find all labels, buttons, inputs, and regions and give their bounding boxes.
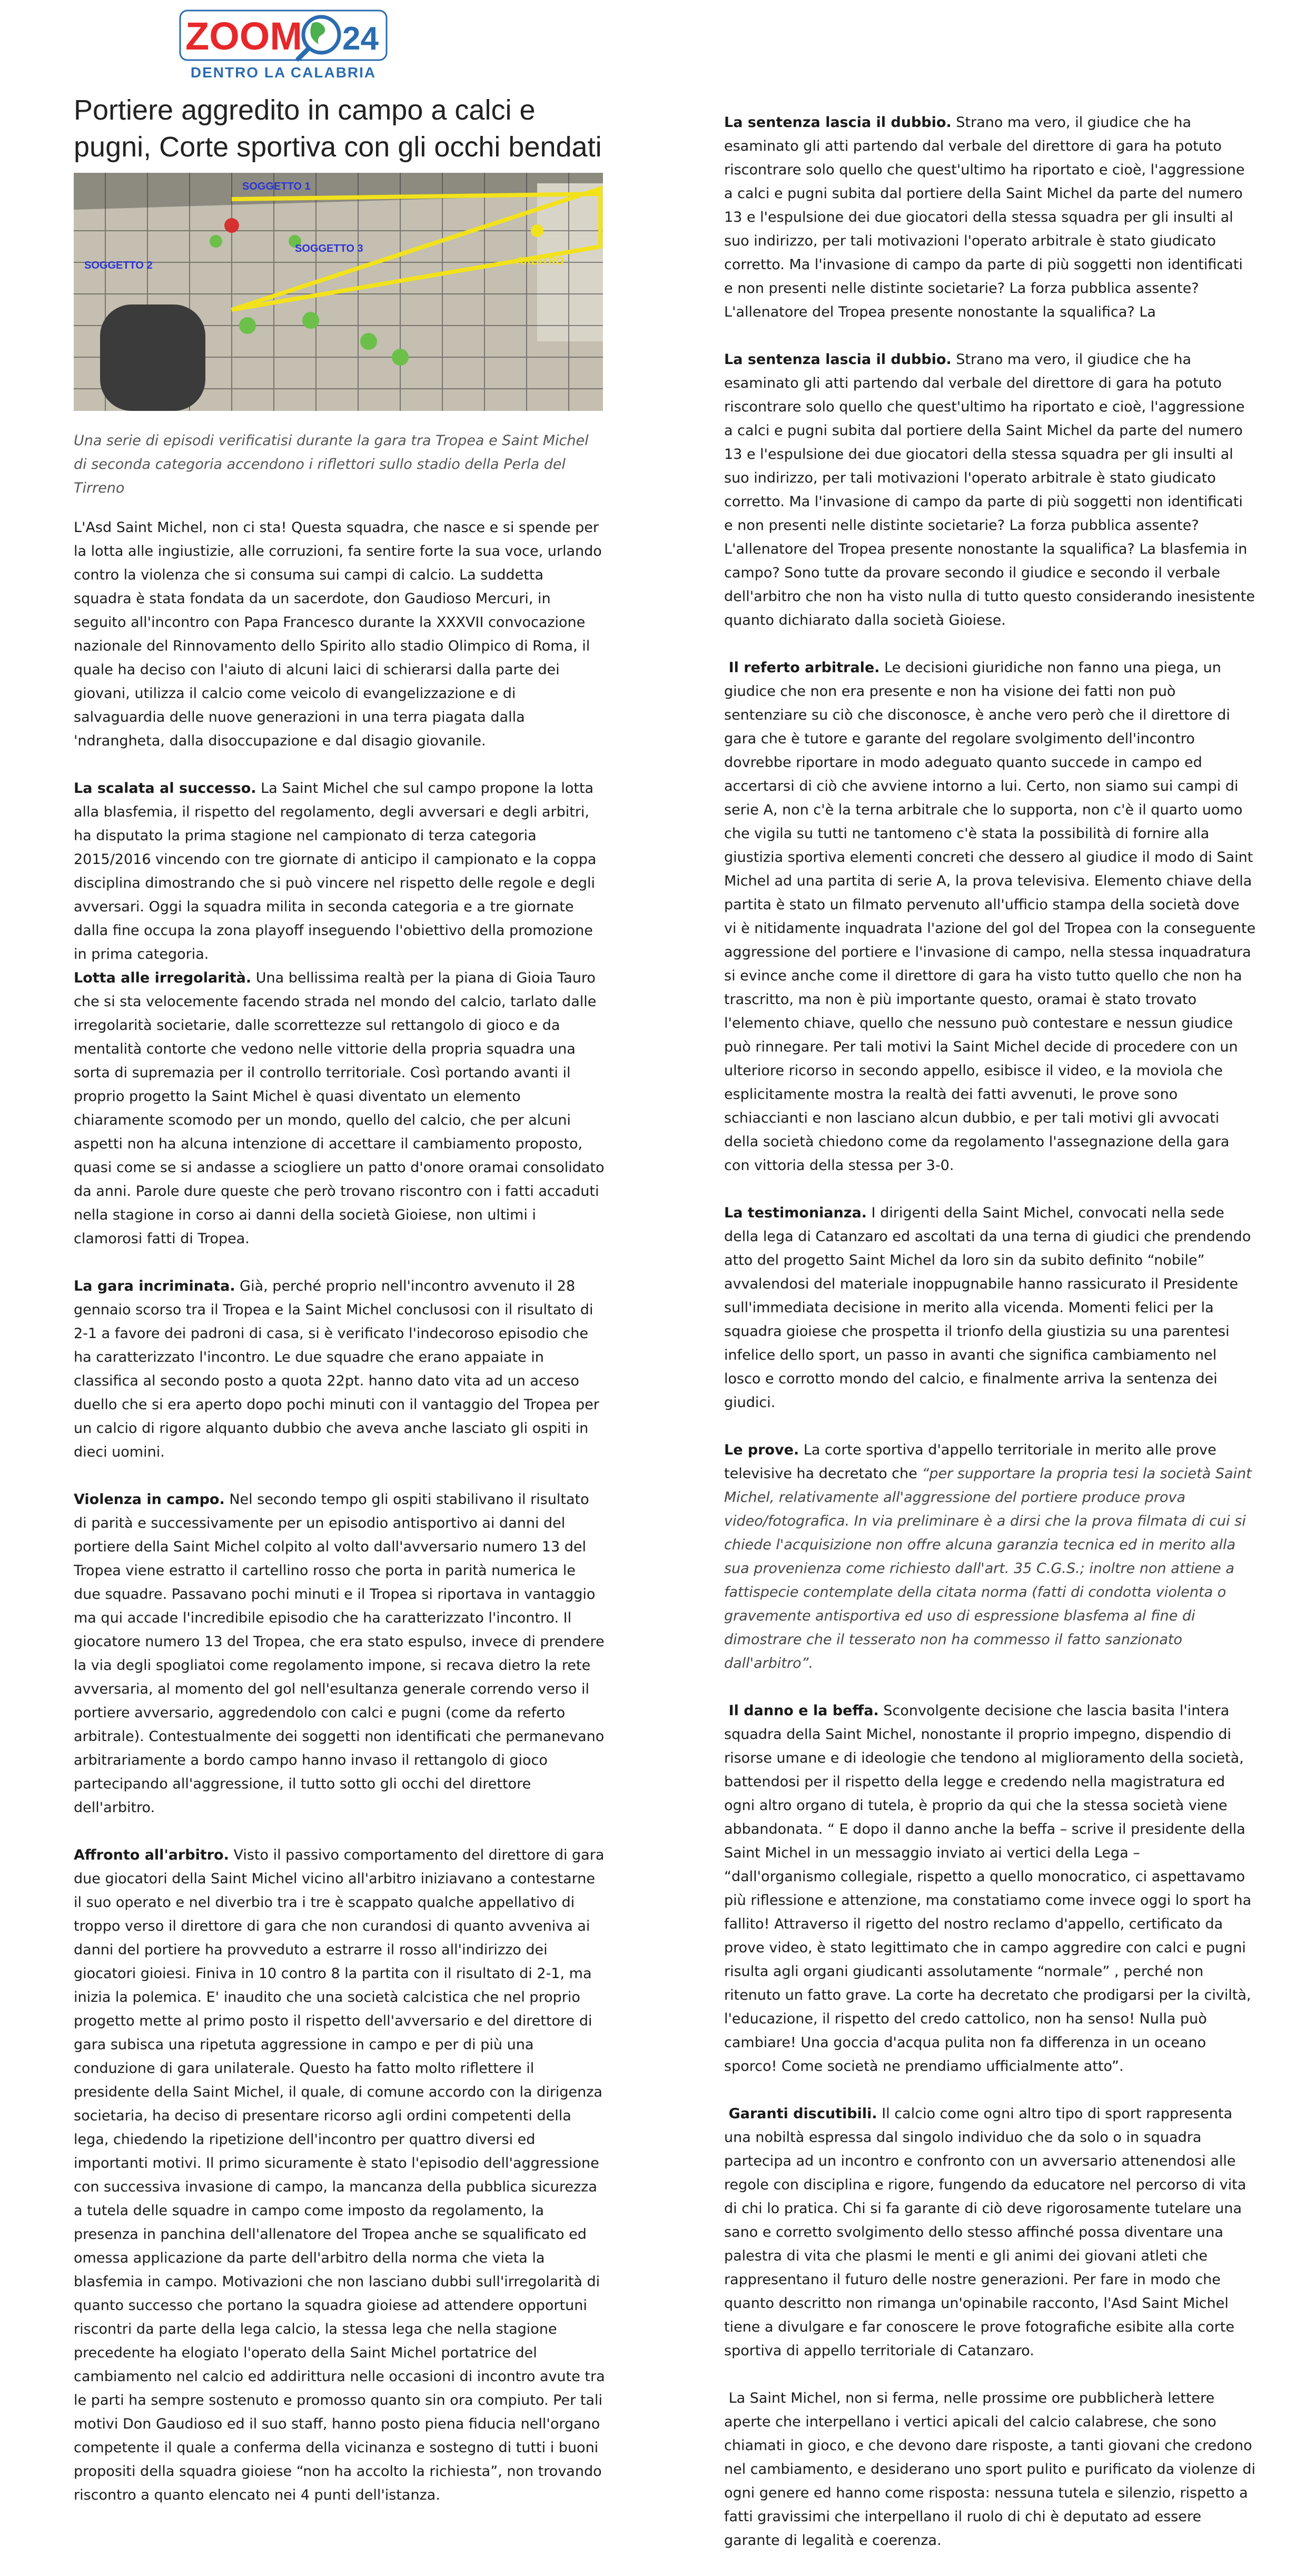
- text-gara: Già, perché proprio nell'incontro avvenuto il 28 gennaio scorso tra il Tropea e la Saint Michel conclusosi con il risultato di 2-1 a favore dei padroni di casa, si è verificato l'indecoroso episodio che ha caratterizzato l'incontro. Le due squadre che erano appaiate in classifica al secondo posto a quota 22pt. hanno dato vita ad un acceso duello che si era aperto dopo pochi minuti con il vantaggio del Tropea per un calcio di rigore alquanto dubbio che aveva anche lasciato gli ospiti in dieci uomini.: [74, 1278, 599, 1460]
- logo-tagline: DENTRO LA CALABRIA: [190, 64, 377, 81]
- left-column: [74, 90, 606, 2531]
- paragraph-garanti: [724, 2102, 1256, 2363]
- image-label-soggetto-3: SOGGETTO 3: [295, 243, 363, 254]
- text-violenza: Nel secondo tempo gli ospiti stabilivano il risultato di parità e successivamente per un episodio antisportivo ai danni del portiere della Saint Michel colpito al volto dall'avversario numero 13 del Tropea viene estratto il cartellino rosso che porta in parità numerica le due squadre. Passavano pochi minuti e il Tropea si riportava in vantaggio ma qui accade l'incredibile episodio che ha caratterizzato l'incontro. Il giocatore numero 13 del Tropea, che era stato espulso, invece di prendere la via degli spogliatoi come regolamento impone, si recava dietro la rete avversaria, al momento del gol nell'esultanza generale correndo verso il portiere avversario, aggredendolo con calci e pugni (come da referto arbitrale). Contestualmente dei soggetti non identificati che permanevano arbitrariamente a bordo campo hanno invaso il rettangolo di gioco partecipando all'aggressione, il tutto sotto gli occhi del direttore dell'arbitro.: [74, 1491, 605, 1816]
- paragraph-affronto: [74, 1843, 606, 2507]
- heading-prove: Le prove.: [724, 1442, 799, 1458]
- text-affronto: Visto il passivo comportamento del direttore di gara due giocatori della Saint Michel vicino all'arbitro iniziavano a contestarne il suo operato e nel diverbio tra i tre è scappato qualche appellativo di troppo verso il direttore di gara che non curandosi di quanto avveniva ai danni del portiere ha provveduto a estrarre il rosso all'indirizzo dei giocatori gioiesi. Finiva in 10 contro 8 la partita con il risultato di 2-1, ma inizia la polemica. E' inaudito che una società calcistica che nel proprio progetto mette al primo posto il rispetto dell'avversario e del direttore di gara subisca una ripetuta aggressione in campo e per di più una conduzione di gara unilaterale. Questo ha fatto molto riflettere il presidente della Saint Michel, il quale, di comune accordo con la dirigenza societaria, ha deciso di presentare ricorso agli ordini competenti della lega, chiedendo la ripetizione dell'incontro per quattro diversi ed importanti motivi. Il primo sicuramente è stato l'episodio dell'aggressione con successiva invasione di campo, la mancanza della pubblica sicurezza a tutela delle squadre in campo come imposto da regolamento, la presenza in panchina dell'allenatore del Tropea anche se squalificato ed omessa applicazione da parte dell'arbitro della norma che vieta la blasfemia in campo. Motivazioni che non lasciano dubbi sull'irregolarità di quanto successo che portano la squadra gioiese ad attendere opportuni riscontri da parte della lega calcio, la stessa lega che nella stagione precedente ha elogiato l'operato della Saint Michel portatrice del cambiamento nel calcio ed addirittura nelle occasioni di incontro avute tra le parti ha sempre sostenuto e promosso quanto sin ora compiuto. Per tali motivi Don Gaudioso ed il suo staff, hanno posto piena fiducia nell'organo competente il quale a conferma della vicinanza e sostegno di tutti i buoni propositi della squadra gioiese “non ha accolto la richiesta”, non trovando riscontro a quanto elencato nei 4 punti dell'istanza.: [74, 1847, 605, 2503]
- article-title: Portiere aggredito in campo a calci e pugni, Corte sportiva con gli occhi bendati: [74, 94, 602, 163]
- text-garanti: Il calcio come ogni altro tipo di sport rappresenta una nobiltà espressa dal singolo individuo che da solo o in squadra partecipa ad un incontro e confronto con un avversario attenendosi alle regole con disciplina e rigore, fungendo da educatore nel percorso di vita di chi lo pratica. Chi si fa garante di ciò deve rigorosamente tutelare una sano e corretto svolgimento dello stesso affinché possa diventare una palestra di vita che plasmi le menti e gli animi dei giovani atleti che rappresentano il futuro delle nostre generazioni. Per fare in modo che quanto descritto non rimanga un'opinabile racconto, l'Asd Saint Michel tiene a divulgare e far conoscere le prove fotografiche esibite alla corte sportiva di appello territoriale di Catanzaro.: [724, 2106, 1246, 2359]
- paragraph-lotta: [74, 966, 606, 1251]
- text-prove: La corte sportiva d'appello territoriale in merito alle prove televisive ha decretato che: [724, 1442, 1216, 1482]
- heading-lotta: Lotta alle irregolarità.: [74, 970, 252, 986]
- paragraph-testimonianza: [724, 1201, 1256, 1414]
- text-testimonianza: I dirigenti della Saint Michel, convocati nella sede della lega di Catanzaro ed ascoltati da una terna di giudici che prendendo atto del progetto Saint Michel da loro sin da subito definito “nobile” avvalendosi del materiale inoppugnabile hanno rassicurato il Presidente sull'immediata decisione in merito alla vicenda. Momenti felici per la squadra gioiese che prospetta il trionfo della giustizia su una parentesi infelice dello sport, un passo in avanti che significa cambiamento nel losco e corrotto mondo del calcio, e finalmente arriva la sentenza dei giudici.: [724, 1205, 1251, 1411]
- text-referto: Le decisioni giuridiche non fanno una piega, un giudice che non era presente e non ha visione dei fatti non può sentenziare su ciò che disconosce, è anche vero però che il direttore di gara che è tutore e garante del regolare svolgimento dell'incontro dovrebbe riportare in modo adeguato quanto succede in campo ed accertarsi di ciò che avviene intorno a lui. Certo, non siamo sui campi di serie A, non c'è la terna arbitrale che lo supporta, non c'è il quarto uomo che vigila su tutti ne tantomeno c'è stata la possibilità di fornire alla giustizia sportiva elementi concreti che dessero al giudice il modo di Saint Michel ad una partita di serie A, la prova televisiva. Elemento chiave della partita è stato un filmato pervenuto all'ufficio stampa della società dove vi è nitidamente inquadrata l'azione del gol del Tropea con la conseguente aggressione del portiere e l'invasione di campo, nella stessa inquadratura si evince anche come il direttore di gara ha visto tutto quello che non ha trascritto, ma non è più importante questo, oramai è stato trovato l'elemento chiave, quello che nessuno può contestare e nessun giudice può rinnegare. Per tali motivi la Saint Michel decide di procedere con un ulteriore ricorso in secondo appello, esibisce il video, e la moviola che esplicitamente mostra la realtà dei fatti avvenuti, le prove sono schiaccianti e non lasciano alcun dubbio, e per tali motivi gli avvocati della società chiedono come da regolamento l'assegnazione della gara con vittoria della stessa per 3-0.: [724, 660, 1256, 1174]
- paragraph-sentenza-2: [724, 348, 1256, 632]
- paragraph-intro: L'Asd Saint Michel, non ci sta! Questa squadra, che nasce e si spende per la lotta alle ingiustizie, alle corruzioni, fa sentire forte la sua voce, urlando contro la violenza che si consuma sui campi di calcio. La suddetta squadra è stata fondata da un sacerdote, don Gaudioso Mercuri, in seguito all'incontro con Papa Francesco durante la XXXVII convocazione nazionale del Rinnovamento dello Spirito allo stadio Olimpico di Roma, il quale ha deciso con l'aiuto di alcuni laici di schierarsi dalla parte dei giovani, utilizza il calcio come veicolo di evangelizzazione e di salvaguardia delle nuove generazioni in una terra piagata dalla 'ndrangheta, dalla disoccupazione e dal disagio giovanile.: [74, 519, 602, 749]
- paragraph-scalata: [74, 776, 606, 966]
- image-caption: Una serie di episodi verificatisi durante la gara tra Tropea e Saint Michel di seconda categoria accendono i riflettori sullo stadio della Perla del Tirreno: [74, 432, 589, 496]
- text-scalata: La Saint Michel che sul campo propone la lotta alla blasfemia, il rispetto del regolamento, degli avversari e degli arbitri, ha disputato la prima stagione nel campionato di terza categoria 2015/2016 vincendo con tre giornate di anticipo il campionato e la coppa disciplina dimostrando che si può vincere nel rispetto delle regole e degli avversari. Oggi la squadra milita in seconda categoria e a tre giornate dalla fine occupa la zona playoff inseguendo l'obiettivo della promozione in prima categoria.: [74, 780, 597, 962]
- heading-gara: La gara incriminata.: [74, 1278, 235, 1294]
- heading-referto: Il referto arbitrale.: [728, 660, 880, 676]
- quote-corte-sportiva: “per supportare la propria tesi la società Saint Michel, relativamente all'aggressione del portiere produce prova video/fotografica. In via preliminare è a dirsi che la prova filmata di cui si chiede l'acquisizione non offre alcuna garanzia tecnica ed in merito alla sua provenienza come richiesto dall'art. 35 C.G.S.; inoltre non attiene a fattispecie contemplate della citata norma (fatti di condotta violenta o gravemente antisportiva ed uso di espressione blasfema al fine di dimostrare che il tesserato non ha commesso il fatto sanzionato dall'arbitro”.: [724, 1466, 1252, 1672]
- image-label-soggetto-2: SOGGETTO 2: [84, 260, 153, 271]
- paragraph-finale: [724, 2386, 1256, 2552]
- heading-sentenza-2: La sentenza lascia il dubbio.: [724, 351, 952, 368]
- heading-violenza: Violenza in campo.: [74, 1491, 225, 1508]
- paragraph-danno: [724, 1699, 1256, 2078]
- heading-danno: Il danno e la beffa.: [728, 1703, 879, 1719]
- article-hero-image: [74, 173, 603, 411]
- heading-garanti: Garanti discutibili.: [728, 2106, 877, 2122]
- image-label-arbitro: ARBITRO: [516, 255, 565, 267]
- logo-number: 24: [342, 21, 379, 57]
- heading-sentenza-1: La sentenza lascia il dubbio.: [724, 114, 952, 131]
- zoom24-logo-graphic: [178, 7, 389, 82]
- paragraph-violenza: [74, 1488, 606, 1820]
- text-lotta: Una bellissima realtà per la piana di Gioia Tauro che si sta velocemente facendo strada nel mondo del calcio, tarlato dalle irregolarità societarie, dalle scorrettezze sul rettangolo di gioco e da mentalità contorte che vedono nelle vittorie della propria squadra una sorta di supremazia per il controllo territoriale. Così portando avanti il proprio progetto la Saint Michel è quasi diventato un elemento chiaramente scomodo per un mondo, quello del calcio, che per alcuni aspetti non ha alcuna intenzione di accettare il cambiamento proposto, quasi come se si andasse a sciogliere un patto d'onore oramai consolidato da anni. Parole dure queste che però trovano riscontro con i fatti accaduti nella stagione in corso ai danni della società Gioiese, non ultimi i clamorosi fatti di Tropea.: [74, 970, 605, 1247]
- paragraph-prove: [724, 1438, 1256, 1675]
- heading-affronto: Affronto all'arbitro.: [74, 1847, 229, 1863]
- paragraph-referto: [724, 656, 1256, 1177]
- text-sentenza-1: Strano ma vero, il giudice che ha esaminato gli atti partendo dal verbale del direttore di gara ha potuto riscontrare solo quello che quest'ultimo ha riportato e cioè, l'aggressione a calci e pugni subita dal portiere della Saint Michel da parte del numero 13 e l'espulsione dei due giocatori della stessa squadra per gli insulti al suo indirizzo, per tali motivazioni l'operato arbitrale è stato giudicato corretto. Ma l'invasione di campo da parte di più soggetti non identificati e non presenti nelle distinte societarie? La forza pubblica assente? L'allenatore del Tropea presente nonostante la squalifica? La: [724, 114, 1245, 320]
- logo-brand: ZOOM: [185, 14, 302, 58]
- calabria-icon: [310, 22, 325, 44]
- paragraph-sentenza-1: [724, 111, 1256, 324]
- paragraph-gara: [74, 1274, 606, 1464]
- text-finale: La Saint Michel, non si ferma, nelle prossime ore pubblicherà lettere aperte che interpellano i vertici apicali del calcio calabrese, che sono chiamati in gioco, e che devono dare risposte, a tanti giovani che credono nel cambiamento, e desiderano uno sport pulito e purificato da violenze di ogni genere ed hanno come risposta: nessuna tutela e silenzio, rispetto a fatti gravissimi che interpellano il ruolo di chi è deputato ad essere garante di legalità e coerenza.: [724, 2390, 1255, 2549]
- text-danno: Sconvolgente decisione che lascia basita l'intera squadra della Saint Michel, nonostante il proprio impegno, dispendio di risorse umane e di ideologie che tendono al miglioramento della società, battendosi per il rispetto della legge e credendo nella magistratura ed ogni altro organo di tutela, è proprio da qui che la stessa società viene abbandonata. “ E dopo il danno anche la beffa – scrive il presidente della Saint Michel in un messaggio inviato ai vertici della Lega – “dall'organismo collegiale, rispetto a quello monocratico, ci aspettavamo più riflessione e attenzione, ma constatiamo come invece oggi lo sport ha fallito! Attraverso il rigetto del nostro reclamo d'appello, certificato da prove video, è stato legittimato che in campo aggredire con calci e pugni risulta agli organi giudicanti assolutamente “normale” , perché non ritenuto un fatto grave. La corte ha decretato che prodigarsi per la civiltà, l'educazione, il rispetto del credo cattolico, non ha senso! Nulla può cambiare! Una goccia d'acqua pulita non fa differenza in un oceano sporco! Come società ne prendiamo ufficialmente atto”.: [724, 1703, 1252, 2074]
- heading-testimonianza: La testimonianza.: [724, 1205, 867, 1221]
- site-logo[interactable]: [178, 7, 389, 82]
- text-sentenza-2: Strano ma vero, il giudice che ha esaminato gli atti partendo dal verbale del direttore di gara ha potuto riscontrare solo quello che quest'ultimo ha riportato e cioè, l'aggressione a calci e pugni subita dal portiere della Saint Michel da parte del numero 13 e l'espulsione dei due giocatori della stessa squadra per gli insulti al suo indirizzo, per tali motivazioni l'operato arbitrale è stato giudicato corretto. Ma l'invasione di campo da parte di più soggetti non identificati e non presenti nelle distinte societarie? La forza pubblica assente? L'allenatore del Tropea presente nonostante la squalifica? La blasfemia in campo? Sono tutte da provare secondo il giudice e secondo il verbale dell'arbitro che non ha visto nulla di tutto questo considerando inesistente quanto dichiarato dalla società Gioiese.: [724, 351, 1255, 628]
- right-column: [724, 111, 1256, 2576]
- image-label-soggetto-1: SOGGETTO 1: [242, 181, 311, 192]
- heading-scalata: La scalata al successo.: [74, 780, 256, 797]
